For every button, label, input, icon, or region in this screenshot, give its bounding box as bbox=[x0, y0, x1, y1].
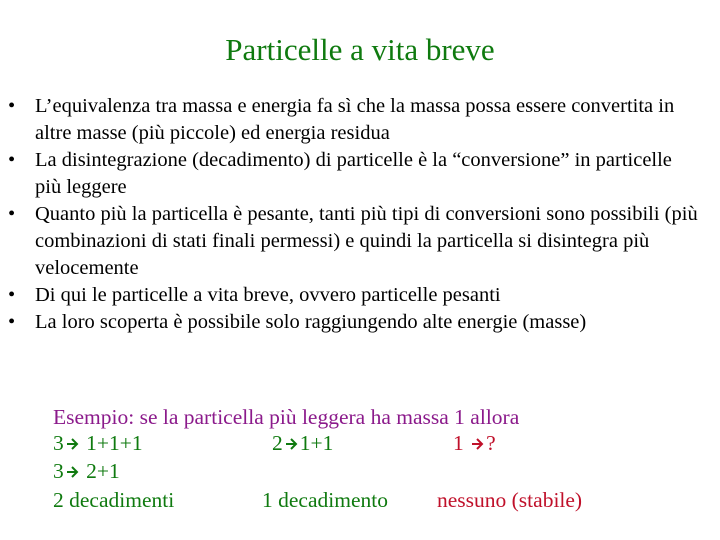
right-arrow-icon bbox=[471, 437, 484, 451]
decay-3-to-1-1-1: 3 1+1+1 bbox=[53, 431, 143, 455]
bullet-list bbox=[8, 93, 698, 336]
bullet-item: • Quanto più la particella è pesante, tanti più tipi di conversioni sono possibili (più combinazioni di stati finali permessi) e quindi la particella si disintegra più velocemente bbox=[8, 201, 698, 282]
result-stable: nessuno (stabile) bbox=[437, 488, 583, 512]
result-one-decay: 1 decadimento bbox=[262, 488, 388, 512]
decay-3-to-2-1: 3 2+1 bbox=[53, 459, 120, 483]
bullet-item: • L’equivalenza tra massa e energia fa sì che la massa possa essere convertita in altre masse (più piccole) ed energia residua bbox=[8, 93, 698, 147]
right-arrow-icon bbox=[285, 437, 298, 451]
right-arrow-icon bbox=[66, 437, 79, 451]
result-two-decays: 2 decadimenti bbox=[53, 488, 175, 512]
bullet-item: • Di qui le particelle a vita breve, ovvero particelle pesanti bbox=[8, 282, 698, 309]
example-heading: Esempio: se la particella più leggera ha massa 1 allora bbox=[53, 405, 520, 429]
bullet-item: • La loro scoperta è possibile solo raggiungendo alte energie (masse) bbox=[8, 309, 698, 336]
decay-2-to-1-1: 2 1+1 bbox=[272, 431, 334, 455]
slide-title: Particelle a vita breve bbox=[225, 32, 495, 67]
right-arrow-icon bbox=[66, 465, 79, 479]
bullet-item: • La disintegrazione (decadimento) di particelle è la “conversione” in particelle più leggere bbox=[8, 147, 698, 201]
decay-1-to-unknown: 1 ? bbox=[453, 431, 496, 455]
